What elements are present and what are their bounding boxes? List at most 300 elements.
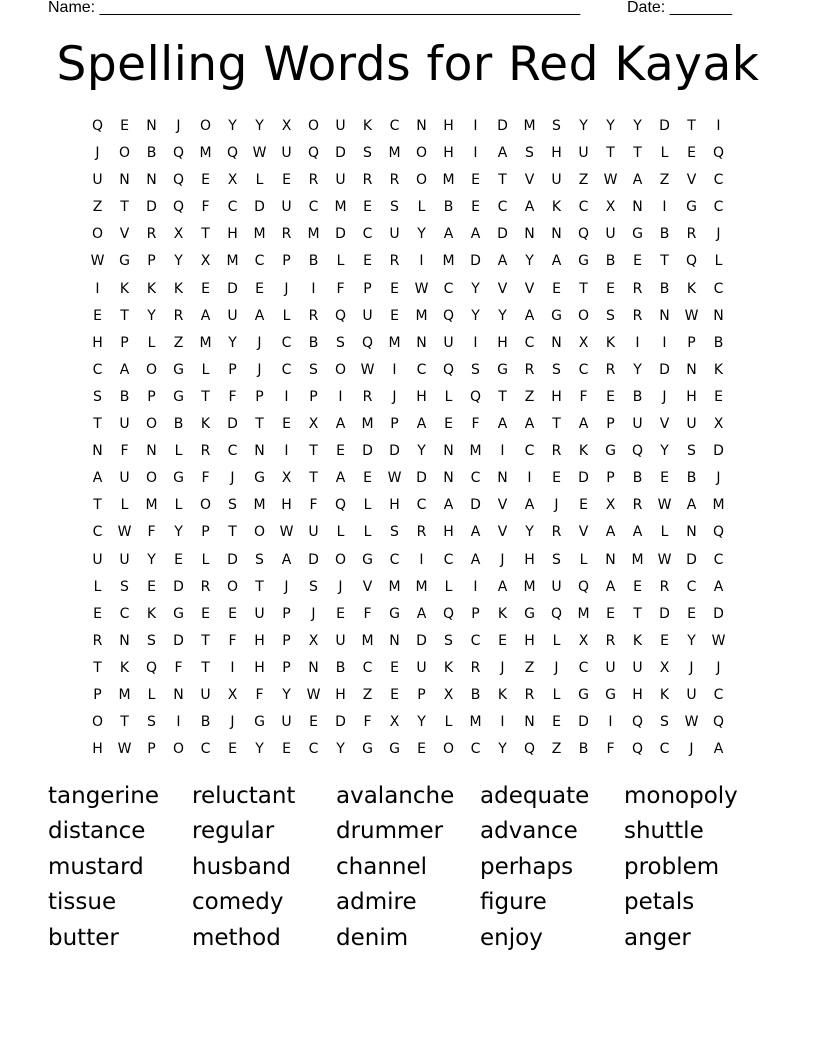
grid-letter: N: [497, 470, 508, 487]
grid-letter: E: [498, 632, 507, 649]
grid-letter: S: [444, 632, 453, 649]
grid-letter: P: [471, 605, 480, 622]
word-bank-item: tangerine: [48, 783, 160, 809]
grid-letter: M: [118, 686, 131, 703]
grid-letter: Y: [417, 226, 426, 243]
grid-letter: E: [363, 253, 372, 270]
grid-letter: L: [444, 714, 453, 731]
grid-letter: D: [659, 118, 670, 134]
grid-letter: O: [172, 741, 185, 758]
grid-letter: E: [363, 199, 372, 216]
grid-letter: E: [255, 280, 264, 297]
grid-letter: E: [444, 416, 453, 433]
grid-letter: C: [281, 334, 292, 351]
grid-letter: I: [176, 714, 181, 731]
grid-letter: U: [335, 118, 346, 134]
grid-letter: E: [147, 578, 156, 595]
grid-letter: F: [228, 632, 237, 649]
grid-letter: U: [335, 172, 346, 189]
grid-letter: K: [200, 416, 211, 433]
grid-letter: E: [606, 280, 615, 297]
grid-letter: R: [200, 578, 211, 595]
grid-letter: D: [146, 199, 157, 216]
grid-letter: H: [686, 388, 697, 405]
grid-letter: Q: [469, 388, 482, 405]
grid-letter: K: [659, 686, 670, 703]
grid-letter: V: [686, 172, 697, 189]
grid-letter: U: [92, 551, 103, 568]
grid-letter: A: [524, 497, 535, 514]
grid-letter: J: [284, 280, 289, 297]
grid-letter: E: [390, 307, 399, 324]
grid-letter: F: [363, 605, 372, 622]
grid-letter: E: [660, 632, 669, 649]
grid-letter: Q: [172, 199, 185, 216]
grid-letter: T: [633, 605, 642, 622]
grid-letter: O: [145, 416, 158, 433]
grid-letter: P: [309, 388, 318, 405]
grid-letter: B: [605, 253, 616, 270]
grid-letter: T: [93, 497, 102, 514]
grid-letter: A: [497, 578, 508, 595]
grid-letter: N: [146, 172, 157, 189]
grid-letter: F: [606, 741, 615, 758]
grid-letter: Q: [442, 361, 455, 378]
word-bank-item: channel: [336, 853, 428, 880]
grid-letter: K: [119, 659, 130, 676]
grid-letter: B: [632, 470, 643, 487]
grid-letter: B: [443, 199, 454, 216]
grid-letter: X: [308, 632, 319, 649]
date-field-label: Date: _______: [627, 0, 732, 16]
grid-letter: A: [443, 226, 454, 243]
grid-letter: X: [281, 470, 292, 487]
grid-letter: E: [687, 145, 696, 162]
grid-letter: L: [417, 199, 426, 216]
word-bank-item: shuttle: [624, 818, 704, 845]
grid-letter: X: [200, 253, 211, 270]
grid-letter: D: [416, 632, 427, 649]
grid-letter: J: [95, 145, 100, 162]
grid-letter: J: [662, 388, 667, 405]
grid-letter: M: [415, 578, 428, 595]
grid-letter: B: [173, 416, 184, 433]
grid-letter: S: [552, 551, 561, 568]
grid-letter: W: [117, 524, 132, 541]
grid-letter: C: [470, 741, 481, 758]
grid-letter: R: [605, 632, 616, 649]
grid-letter: J: [716, 659, 721, 676]
grid-letter: L: [444, 388, 453, 405]
grid-letter: U: [632, 659, 643, 676]
grid-letter: Q: [577, 226, 590, 243]
grid-letter: C: [578, 361, 589, 378]
grid-letter: G: [497, 361, 508, 378]
grid-letter: Y: [606, 118, 615, 134]
grid-letter: L: [579, 551, 588, 568]
grid-letter: Z: [92, 199, 103, 216]
grid-letter: U: [389, 226, 400, 243]
word-bank-item: method: [192, 924, 281, 951]
grid-letter: S: [660, 714, 669, 731]
grid-letter: H: [443, 118, 454, 134]
grid-letter: D: [335, 145, 346, 162]
grid-letter: M: [469, 714, 482, 731]
grid-letter: G: [173, 361, 184, 378]
grid-letter: K: [119, 280, 130, 297]
grid-letter: D: [335, 714, 346, 731]
grid-letter: M: [523, 578, 536, 595]
grid-letter: P: [282, 632, 291, 649]
grid-letter: N: [605, 551, 616, 568]
grid-letter: A: [254, 307, 265, 324]
grid-letter: A: [416, 605, 427, 622]
grid-letter: T: [120, 307, 129, 324]
grid-letter: U: [416, 659, 427, 676]
grid-letter: R: [389, 172, 400, 189]
word-bank-item: enjoy: [480, 924, 543, 951]
grid-letter: D: [254, 199, 265, 216]
grid-letter: D: [416, 470, 427, 487]
grid-letter: K: [146, 605, 157, 622]
grid-letter: M: [334, 199, 347, 216]
grid-letter: L: [255, 172, 264, 189]
grid-letter: Q: [631, 443, 644, 460]
grid-letter: P: [282, 605, 291, 622]
grid-letter: J: [392, 388, 397, 405]
grid-letter: C: [659, 741, 670, 758]
grid-letter: E: [471, 172, 480, 189]
grid-letter: N: [416, 118, 427, 134]
grid-letter: D: [470, 253, 481, 270]
grid-letter: C: [416, 361, 427, 378]
grid-letter: I: [230, 659, 235, 676]
grid-letter: J: [500, 659, 505, 676]
grid-letter: M: [442, 172, 455, 189]
grid-letter: T: [309, 443, 318, 460]
grid-letter: L: [714, 253, 723, 270]
grid-letter: N: [713, 307, 724, 324]
grid-letter: H: [92, 741, 103, 758]
grid-letter: D: [308, 551, 319, 568]
grid-letter: C: [524, 443, 535, 460]
grid-letter: J: [554, 497, 559, 514]
grid-letter: G: [362, 741, 373, 758]
grid-letter: P: [282, 659, 291, 676]
grid-letter: H: [92, 334, 103, 351]
grid-letter: Q: [307, 145, 320, 162]
grid-letter: I: [419, 551, 424, 568]
grid-letter: R: [659, 578, 670, 595]
grid-letter: C: [686, 578, 697, 595]
grid-letter: L: [444, 578, 453, 595]
grid-letter: A: [470, 524, 481, 541]
grid-letter: T: [201, 226, 210, 243]
grid-letter: Y: [336, 741, 345, 758]
grid-letter: N: [659, 307, 670, 324]
grid-letter: V: [362, 578, 373, 595]
grid-letter: T: [552, 416, 561, 433]
grid-letter: H: [227, 226, 238, 243]
grid-letter: J: [716, 226, 721, 243]
grid-letter: R: [551, 524, 562, 541]
grid-letter: Y: [525, 524, 534, 541]
grid-letter: J: [311, 605, 316, 622]
grid-letter: Y: [228, 334, 237, 351]
grid-letter: H: [443, 524, 454, 541]
grid-letter: T: [120, 714, 129, 731]
grid-letter: R: [632, 280, 643, 297]
grid-letter: F: [120, 443, 129, 460]
grid-letter: S: [525, 145, 534, 162]
grid-letter: Q: [172, 145, 185, 162]
grid-letter: A: [92, 470, 103, 487]
grid-letter: E: [390, 659, 399, 676]
grid-letter: Y: [228, 118, 237, 134]
grid-letter: A: [605, 578, 616, 595]
grid-letter: C: [443, 551, 454, 568]
grid-letter: I: [500, 443, 505, 460]
grid-letter: G: [254, 470, 265, 487]
grid-letter: B: [659, 280, 670, 297]
grid-letter: F: [228, 388, 237, 405]
grid-letter: K: [173, 280, 184, 297]
grid-letter: Y: [417, 714, 426, 731]
grid-letter: O: [415, 172, 428, 189]
grid-letter: N: [551, 226, 562, 243]
grid-letter: C: [281, 361, 292, 378]
grid-letter: W: [657, 497, 672, 514]
grid-letter: R: [308, 172, 319, 189]
grid-letter: E: [282, 416, 291, 433]
grid-letter: Q: [712, 524, 725, 541]
grid-letter: C: [254, 253, 265, 270]
grid-letter: T: [228, 524, 237, 541]
grid-letter: T: [633, 145, 642, 162]
grid-letter: M: [388, 145, 401, 162]
grid-letter: U: [308, 524, 319, 541]
grid-letter: P: [687, 334, 696, 351]
grid-letter: P: [282, 253, 291, 270]
word-bank-item: advance: [480, 818, 578, 845]
grid-letter: S: [687, 443, 696, 460]
grid-letter: G: [524, 605, 535, 622]
grid-letter: F: [174, 659, 183, 676]
grid-letter: E: [120, 118, 129, 134]
grid-letter: D: [173, 632, 184, 649]
grid-letter: R: [686, 226, 697, 243]
grid-letter: D: [173, 578, 184, 595]
grid-letter: O: [91, 226, 104, 243]
grid-letter: Y: [174, 524, 183, 541]
grid-letter: O: [118, 145, 131, 162]
grid-letter: W: [684, 714, 699, 731]
grid-letter: N: [443, 470, 454, 487]
grid-letter: O: [145, 470, 158, 487]
grid-letter: K: [497, 605, 508, 622]
grid-letter: Y: [255, 741, 264, 758]
grid-letter: Y: [525, 253, 534, 270]
grid-letter: G: [578, 686, 589, 703]
grid-letter: U: [578, 145, 589, 162]
grid-letter: H: [389, 497, 400, 514]
grid-letter: M: [469, 443, 482, 460]
grid-letter: J: [500, 551, 505, 568]
grid-letter: E: [201, 172, 210, 189]
grid-letter: J: [689, 659, 694, 676]
grid-letter: D: [578, 714, 589, 731]
grid-letter: J: [176, 118, 181, 134]
grid-letter: N: [146, 443, 157, 460]
word-bank-item: monopoly: [624, 783, 738, 809]
grid-letter: C: [470, 632, 481, 649]
grid-letter: G: [605, 443, 616, 460]
grid-letter: E: [390, 686, 399, 703]
grid-letter: U: [227, 307, 238, 324]
grid-letter: S: [147, 632, 156, 649]
grid-letter: V: [578, 524, 589, 541]
grid-letter: H: [416, 388, 427, 405]
grid-letter: V: [497, 524, 508, 541]
grid-letter: J: [257, 361, 262, 378]
grid-letter: P: [147, 388, 156, 405]
grid-letter: Q: [442, 605, 455, 622]
grid-letter: S: [93, 388, 102, 405]
grid-letter: Y: [417, 443, 426, 460]
grid-letter: U: [362, 307, 373, 324]
grid-letter: E: [714, 388, 723, 405]
grid-letter: E: [471, 199, 480, 216]
grid-letter: Y: [660, 443, 669, 460]
grid-letter: A: [632, 524, 643, 541]
grid-letter: Q: [361, 334, 374, 351]
word-bank-item: drummer: [336, 818, 444, 845]
word-bank: [48, 780, 768, 957]
grid-letter: C: [497, 199, 508, 216]
word-bank-item: avalanche: [336, 783, 455, 809]
grid-letter: D: [659, 361, 670, 378]
grid-letter: L: [363, 524, 372, 541]
grid-letter: D: [713, 605, 724, 622]
grid-letter: N: [254, 443, 265, 460]
grid-letter: Q: [712, 145, 725, 162]
grid-letter: C: [227, 443, 238, 460]
grid-letter: S: [606, 307, 615, 324]
grid-letter: I: [473, 118, 478, 134]
grid-letter: U: [200, 686, 211, 703]
grid-letter: M: [199, 334, 212, 351]
grid-letter: T: [201, 388, 210, 405]
grid-letter: W: [279, 524, 294, 541]
grid-letter: D: [497, 118, 508, 134]
grid-letter: O: [145, 361, 158, 378]
grid-letter: M: [199, 145, 212, 162]
grid-letter: I: [311, 280, 316, 297]
grid-letter: V: [497, 280, 508, 297]
grid-letter: D: [578, 470, 589, 487]
grid-letter: N: [632, 199, 643, 216]
grid-letter: C: [389, 551, 400, 568]
grid-letter: U: [254, 605, 265, 622]
grid-letter: Z: [362, 686, 373, 703]
grid-letter: S: [390, 199, 399, 216]
grid-letter: M: [442, 253, 455, 270]
page-title: Spelling Words for Red Kayak: [56, 37, 760, 92]
grid-letter: C: [92, 361, 103, 378]
grid-letter: C: [308, 741, 319, 758]
grid-letter: R: [632, 497, 643, 514]
word-bank-item: comedy: [192, 889, 284, 916]
word-bank-item: mustard: [48, 853, 144, 880]
grid-letter: C: [119, 605, 130, 622]
grid-letter: C: [578, 199, 589, 216]
grid-letter: H: [254, 659, 265, 676]
grid-letter: R: [281, 226, 292, 243]
grid-letter: G: [389, 741, 400, 758]
grid-letter: U: [632, 416, 643, 433]
grid-letter: H: [497, 334, 508, 351]
grid-letter: A: [119, 361, 130, 378]
grid-letter: N: [686, 361, 697, 378]
grid-letter: O: [334, 551, 347, 568]
grid-letter: R: [470, 659, 481, 676]
word-bank-item: adequate: [480, 783, 590, 809]
grid-letter: K: [146, 280, 157, 297]
grid-letter: R: [362, 172, 373, 189]
grid-letter: R: [389, 253, 400, 270]
grid-letter: Q: [550, 605, 563, 622]
grid-letter: H: [551, 388, 562, 405]
grid-letter: S: [363, 145, 372, 162]
grid-letter: J: [554, 659, 559, 676]
header: [48, 0, 748, 18]
grid-letter: M: [415, 307, 428, 324]
grid-letter: S: [147, 714, 156, 731]
grid-letter: M: [577, 605, 590, 622]
grid-letter: T: [201, 632, 210, 649]
grid-letter: Q: [334, 307, 347, 324]
grid-letter: N: [686, 524, 697, 541]
grid-letter: Q: [442, 307, 455, 324]
grid-letter: U: [686, 686, 697, 703]
grid-letter: T: [255, 578, 264, 595]
grid-letter: E: [336, 605, 345, 622]
grid-letter: L: [201, 361, 210, 378]
grid-letter: E: [201, 605, 210, 622]
grid-letter: Z: [551, 741, 562, 758]
grid-letter: Y: [498, 741, 507, 758]
grid-letter: T: [93, 659, 102, 676]
grid-letter: D: [227, 551, 238, 568]
grid-letter: Z: [578, 172, 589, 189]
grid-letter: C: [308, 199, 319, 216]
grid-letter: A: [281, 551, 292, 568]
grid-letter: B: [578, 741, 589, 758]
grid-letter: Q: [631, 714, 644, 731]
grid-letter: N: [551, 334, 562, 351]
grid-letter: F: [336, 280, 345, 297]
grid-letter: L: [660, 145, 669, 162]
grid-letter: D: [227, 416, 238, 433]
grid-letter: L: [282, 307, 291, 324]
grid-letter: W: [360, 361, 375, 378]
grid-letter: B: [470, 686, 481, 703]
grid-letter: N: [524, 226, 535, 243]
grid-letter: X: [443, 686, 454, 703]
grid-letter: K: [443, 659, 454, 676]
grid-letter: T: [579, 280, 588, 297]
grid-letter: B: [146, 145, 157, 162]
